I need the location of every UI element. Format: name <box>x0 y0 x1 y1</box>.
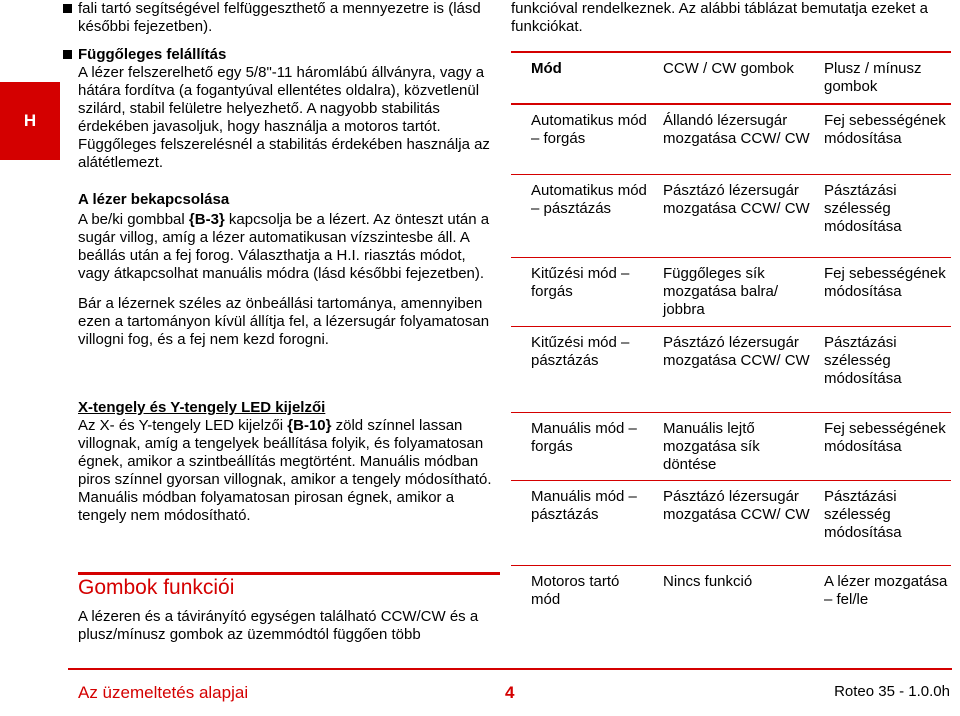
chapter-letter: H <box>23 111 37 130</box>
table-header-rule <box>511 103 951 105</box>
right-intro: funkcióval rendelkeznek. Az alábbi táblázat bemutatja ezeket a funkciókat. <box>511 0 928 35</box>
footer-chapter-title: Az üzemeltetés alapjai <box>78 683 249 702</box>
table-cell: Pásztázó lézersugár mozgatása CCW/ CW <box>663 334 810 369</box>
table-cell: Automatikus mód – forgás <box>531 112 647 147</box>
vertical-section <box>78 46 500 172</box>
table-cell: Függőleges sík mozgatása balra/ jobbra <box>663 265 779 318</box>
table-cell: Kitűzési mód – forgás <box>531 265 630 300</box>
bullet-icon <box>63 4 72 13</box>
table-cell: Automatikus mód – pásztázás <box>531 182 647 217</box>
footer-rule <box>68 668 952 670</box>
table-cell: Pásztázó lézersugár mozgatása CCW/ CW <box>663 182 810 217</box>
table-header-ccw: CCW / CW gombok <box>663 60 794 77</box>
intro-paragraph: fali tartó segítségével felfüggeszthető a mennyezetre is (lásd későbbi fejezetben). <box>78 0 500 36</box>
table-cell: Nincs funkció <box>663 573 753 590</box>
table-row-rule <box>511 257 951 258</box>
led-section <box>78 399 500 525</box>
table-cell: Állandó lézersugár mozgatása CCW/ CW <box>663 112 810 147</box>
table-cell: Fej sebességének módosítása <box>824 265 946 300</box>
footer-product-version: Roteo 35 - 1.0.0h <box>834 683 950 700</box>
table-cell: Pásztázási szélesség módosítása <box>824 488 902 541</box>
chapter-tab <box>0 82 60 160</box>
page-number: 4 <box>505 683 515 702</box>
table-cell: Pásztázási szélesség módosítása <box>824 182 902 235</box>
table-cell: Pásztázási szélesség módosítása <box>824 334 902 387</box>
vertical-heading: Függőleges felállítás <box>78 46 227 63</box>
table-cell: Fej sebességének módosítása <box>824 112 946 147</box>
table-cell: Manuális mód – forgás <box>531 420 637 455</box>
power-heading: A lézer bekapcsolása <box>78 191 230 208</box>
table-cell: A lézer mozgatása – fel/le <box>824 573 948 608</box>
table-cell: Pásztázó lézersugár mozgatása CCW/ CW <box>663 488 810 523</box>
table-row-rule <box>511 174 951 175</box>
power-text: A be/ki gombbal {B-3} kapcsolja be a lézert. Az önteszt után a sugár villog, amíg a lézer automatikusan vízszintesbe áll. A beállás után a fej forog. Választhatja a H.I. riasztás módot, vagy átkapcsolhat manuális módra (lásd későbbi fejezetben). <box>78 211 490 282</box>
bullet-icon <box>63 50 72 59</box>
table-row-rule <box>511 412 951 413</box>
table-cell: Motoros tartó mód <box>531 573 620 608</box>
table-cell: Fej sebességének módosítása <box>824 420 946 455</box>
power-section <box>78 191 500 349</box>
vertical-text: A lézer felszerelhető egy 5/8"-11 háromlábú állványra, vagy a hátára fordítva (a fogantyúval ellentétes oldalra), közvetlenül szilárd, stabil felületre helyezhető. A nagyobb stabilitás érdekében javasoljuk, hogy használja a motoros tartót. Függőleges felszerelésnél a stabilitás érdekében használja az alátétlemezt. <box>78 64 490 171</box>
buttons-section-title: Gombok funkciói <box>78 572 500 604</box>
table-cell: Manuális lejtő mozgatása sík döntése <box>663 420 760 473</box>
table-header-plusminus: Plusz / mínusz gombok <box>824 60 922 95</box>
power-text-2: Bár a lézernek széles az önbeállási tartománya, amennyiben ezen a tartományon kívül állítja fel, a lézersugár folyamatosan villogni fog, és a fej nem kezd forogni. <box>78 295 490 348</box>
buttons-text: A lézeren és a távirányító egységen található CCW/CW és a plusz/mínusz gombok az üzemmódtól függően több <box>78 608 479 643</box>
table-row-rule <box>511 326 951 327</box>
led-text: Az X- és Y-tengely LED kijelzői {B-10} zöld színnel lassan villognak, amíg a tengelyek beállítása folyik, és folyamatosan égnek, amikor a szintbeállítás megtörtént. Manuális módban piros színnel gyorsan villognak, amikor a tengely módosítható. Manuális módban folyamatosan pirosan égnek, amikor a tengely nem módosítható. <box>78 417 492 524</box>
table-cell: Manuális mód – pásztázás <box>531 488 637 523</box>
led-heading: X-tengely és Y-tengely LED kijelzői <box>78 399 326 416</box>
table-header-mode: Mód <box>531 60 562 77</box>
table-row-rule <box>511 480 951 481</box>
table-top-rule <box>511 51 951 53</box>
table-cell: Kitűzési mód – pásztázás <box>531 334 630 369</box>
table-row-rule <box>511 565 951 566</box>
